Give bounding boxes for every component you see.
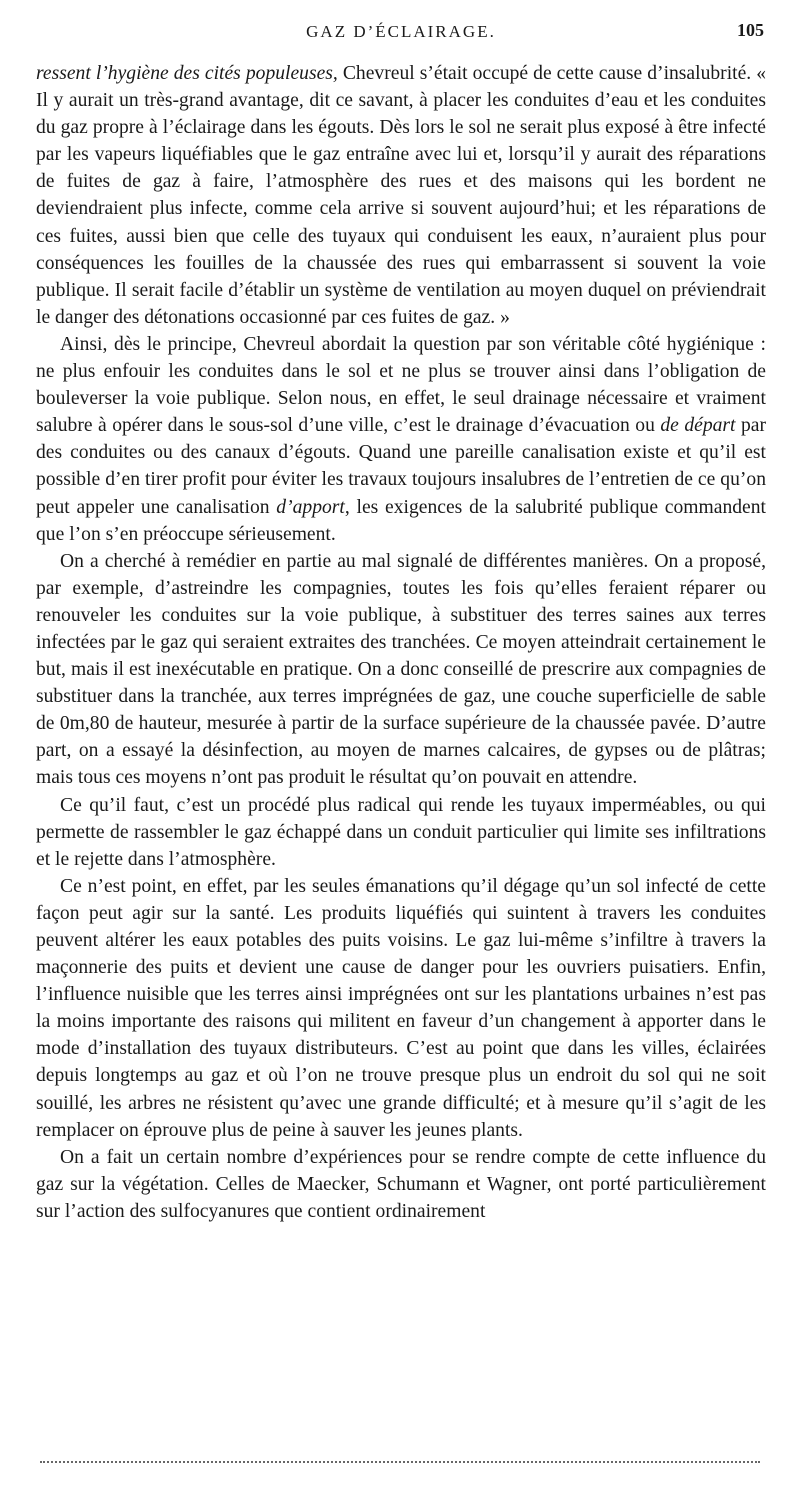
paragraph-2-part-2: par des conduites ou des canaux d’égouts. Quand une pareille canalisation existe et qu’il est possible d’en tirer profit pour éviter les travaux toujours insalubres de l’entretien de ce qu’on peut appeler une canalisation <box>36 415 766 518</box>
paragraph-2-part-1: Ainsi, dès le principe, Chevreul abordait la question par son véritable côté hygiénique : ne plus enfouir les conduites dans le sol et ne plus se trouver ainsi dans l’obligation de bouleverser la voie publique. Selon nous, en effet, le seul drainage nécessaire et vraiment salubre à opérer dans le sous-sol d’une ville, c’est le drainage d’évacuation ou <box>36 333 766 437</box>
paragraph-3: On a cherché à remédier en partie au mal signalé de différentes manières. On a proposé, par exemple, d’astreindre les compagnies, toutes les fois qu’elles feraient réparer ou renouveler les conduites sur la voie publique, à substituer des terres saines aux terres infectées par le gaz qui seraient extraites des tranchées. Ce moyen atteindrait certainement le but, mais il est inexécutable en pratique. On a donc conseillé de prescrire aux compagnies de substituer dans la tranchée, aux terres imprégnées de gaz, une couche superficielle de sable de 0m,80 de hauteur, mesurée à partir de la surface supérieure de la chaussée pavée. D’autre part, on a essayé la désinfection, au moyen de marnes calcaires, de gypses ou de plâtras; mais tous ces moyens n’ont pas produit le résultat qu’on pouvait en attendre. <box>36 550 766 789</box>
italic-dapport: d’apport <box>276 496 345 518</box>
paragraph-4: Ce qu’il faut, c’est un procédé plus radical qui rende les tuyaux imperméables, ou qui permette de rassembler le gaz échappé dans un conduit particulier qui limite ses infiltrations et le rejette dans l’atmosphère. <box>36 794 766 870</box>
page-number: 105 <box>737 20 764 40</box>
paragraph-2 <box>36 331 766 548</box>
paragraph-6: On a fait un certain nombre d’expériences pour se rendre compte de cette influence du gaz sur la végétation. Celles de Maecker, Schumann et Wagner, ont porté particulièrement sur l’action des sulfocyanures que contient ordinairement <box>36 1146 766 1222</box>
paragraph-1-text: Chevreul s’était occupé de cette cause d’insalubrité. « Il y aurait un très-grand avantage, dit ce savant, à placer les conduites d’eau et les conduites du gaz propre à l’éclairage dans les égouts. Dès lors le sol ne serait plus exposé à être infecté par les vapeurs liquéfiables que le gaz entraîne avec lui et, lorsqu’il y aurait des réparations de fuites de gaz à faire, l’atmosphère des rues et des maisons qui les bordent ne deviendraient plus infecte, comme cela arrive si souvent aujourd’hui; et les réparations de ces fuites, aussi bien que celle des tuyaux qui conduisent les eaux, n’auraient plus pour conséquences les fouilles de la chaussée des rues qui embarrassent si souvent la voie publique. Il serait facile d’établir un système de ventilation au moyen duquel on préviendrait le danger des détonations occasionné par ces fuites de gaz. » <box>36 63 767 328</box>
footer-dotted-rule <box>40 1461 760 1463</box>
paragraph-1 <box>36 60 766 331</box>
paragraph-5: Ce n’est point, en effet, par les seules émanations qu’il dégage qu’un sol infecté de cette façon peut agir sur la santé. Les produits liquéfiés qui suintent à travers les conduites peuvent altérer les eaux potables des puits voisins. Le gaz lui-même s’infiltre à travers la maçonnerie des puits et devient une cause de danger pour les ouvriers puisatiers. Enfin, l’influence nuisible que les terres ainsi imprégnées ont sur les plantations urbaines n’est pas la moins importante des raisons qui militent en faveur d’un changement à apporter dans le mode d’installation des tuyaux distributeurs. C’est au point que dans les villes, éclairées depuis longtemps au gaz et où l’on ne trouve presque plus un endroit du sol qui ne soit souillé, les arbres ne résistent qu’avec une grande difficulté; et à mesure qu’il s’agit de les remplacer on éprouve plus de peine à sauver les jeunes plants. <box>36 875 766 1141</box>
page-header <box>38 22 764 48</box>
running-title: GAZ D’ÉCLAIRAGE. <box>306 22 496 41</box>
paragraph-2-part-3: , les exigences de la salubrité publique commandent que l’on s’en préoccupe sérieusement. <box>36 496 766 545</box>
italic-lead: ressent l’hygiène des cités populeuses, <box>36 63 338 84</box>
italic-de-depart: de départ <box>660 415 736 437</box>
body-text <box>36 60 766 1225</box>
